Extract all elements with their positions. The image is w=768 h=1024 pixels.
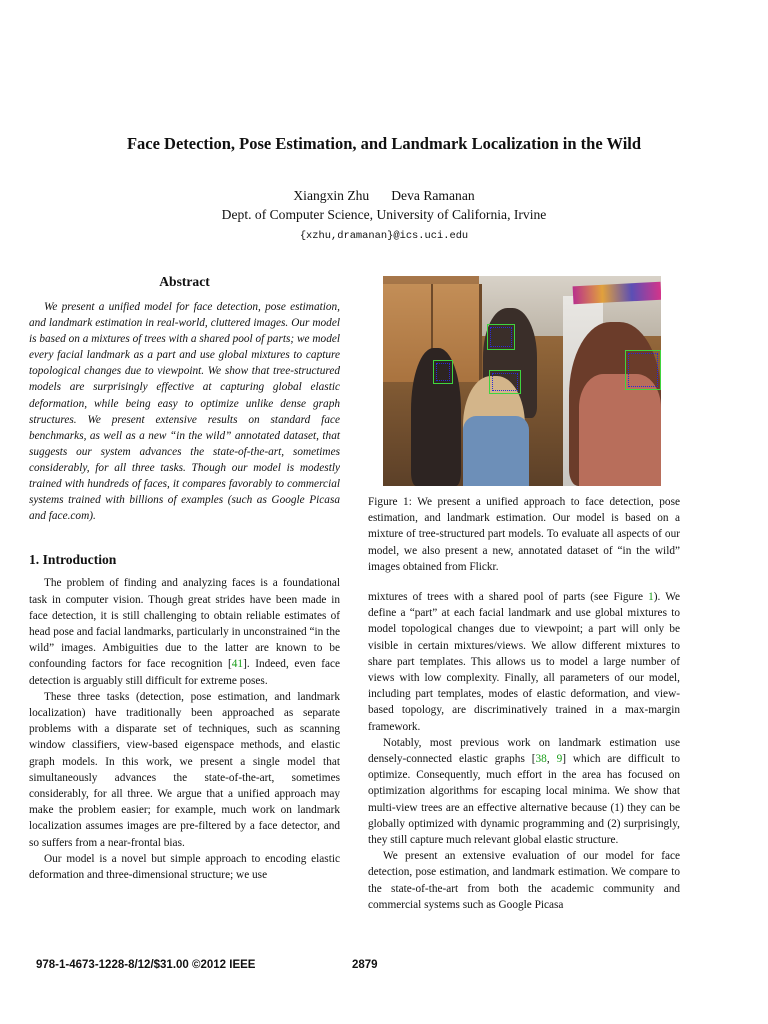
author-email[interactable]: {xzhu,dramanan}@ics.uci.edu xyxy=(299,230,469,242)
footer-page-number: 2879 xyxy=(352,959,378,971)
citation-link[interactable]: 41 xyxy=(231,658,244,671)
abstract-heading: Abstract xyxy=(159,274,210,289)
photo-person-shirt xyxy=(463,416,529,486)
text-span: ] which are difficult to optimize. Consequently, much effort in the area has focused on optimization algorithms for escaping local minima. We show that multi-view trees are an effective alternative because (1) they can be globally optimized with dynamic programming and (2) surprisingly, they still capture much relevant global elastic structure. xyxy=(368,753,680,847)
citation-link[interactable]: 38 xyxy=(535,753,547,766)
intro-paragraph-2: These three tasks (detection, pose estimation, and landmark localization) have traditionally been approached as separate problems with a disparate set of techniques, such as scanning window classifiers, view-based eigenspace methods, and elastic graph models. In this work, we present a single model that simultaneously advances the state-of-the-art, sometimes considerably, for all three. We argue that a unified approach may make the problem easier; for example, much work on landmark localization assumes images are pre-filtered by a face detector, and so suffers from a near-frontal bias. xyxy=(29,690,340,849)
text-span: ). We define a “part” at each facial landmark and use global mixtures to model topological changes due to viewpoint; a part will only be visible in certain mixtures/views. We allow different mixtures to share part templates. This allows us to model a large number of views with low complexity. Finally, all parameters of our model, including part templates, modes of elastic deformation, and view-based topology, are discriminatively trained in a max-margin framework. xyxy=(368,591,680,733)
figure-ref-link[interactable]: 1 xyxy=(648,591,654,604)
affiliation: Dept. of Computer Science, University of California, Irvine xyxy=(221,207,547,222)
introduction-heading: 1. Introduction xyxy=(29,552,117,568)
face-detection-box xyxy=(433,360,453,384)
author-name-2: Deva Ramanan xyxy=(391,188,475,203)
figure-1-caption: Figure 1: We present a unified approach to face detection, pose estimation, and landmark estimation. Our model is based on a mixture of tree-structured part models. To evaluate all aspects of our model, we also present a new, annotated dataset of “in the wild” images obtained from Flickr. xyxy=(368,496,680,573)
face-detection-box xyxy=(487,324,515,350)
right-column xyxy=(368,272,680,913)
abstract-text: We present a unified model for face detection, pose estimation, and landmark estimation in real-world, cluttered images. Our model is based on a mixtures of trees with a shared pool of parts; we model every facial landmark as a part and use global mixtures to capture topological changes due to viewpoint. We show that tree-structured models are surprisingly effective at capturing global elastic deformation, while being easy to optimize unlike dense graph structures. We present extensive results on standard face benchmarks, as well as a new “in the wild” annotated dataset, that suggests our system advances the state-of-the-art, sometimes considerably, for all three tasks. Though our model is modestly trained with hundreds of faces, it compares favorably to commercial systems trained with billions of examples (such as Google Picasa and face.com). xyxy=(29,301,340,523)
right-paragraph-1 xyxy=(368,589,680,735)
footer-isbn: 978-1-4673-1228-8/12/$31.00 ©2012 IEEE xyxy=(36,959,256,971)
text-span: The problem of finding and analyzing faces is a foundational task in computer vision. Though great strides have been made in face detection, it is still challenging to obtain reliable estimates of head pose and facial landmarks, particularly in unconstrained “in the wild” images. Ambiguities due to the latter are known to be confounding factors for face recognition [ xyxy=(29,577,340,671)
face-detection-box xyxy=(625,350,661,390)
author-names xyxy=(0,186,768,205)
author-name-1: Xiangxin Zhu xyxy=(293,188,370,203)
text-span: ]. Indeed, even face detection is arguably still difficult for extreme poses. xyxy=(29,658,340,687)
photo-person-shirt xyxy=(579,374,661,486)
text-span: Notably, most previous work on landmark estimation use densely-connected elastic graphs [ xyxy=(368,736,680,766)
text-span: mixtures of trees with a shared pool of parts (see Figure xyxy=(368,591,649,604)
right-paragraph-3: We present an extensive evaluation of our model for face detection, pose estimation, and landmark estimation. We compare to the state-of-the-art from both the academic community and commercial systems such as Google Picasa xyxy=(368,850,680,911)
figure-1-photo xyxy=(383,276,661,486)
right-body-text xyxy=(368,589,680,913)
intro-paragraph-3: Our model is a novel but simple approach to encoding elastic deformation and three-dimensional structure; we use xyxy=(29,852,340,881)
citation-link[interactable]: 9 xyxy=(556,753,563,766)
face-detection-box xyxy=(489,370,521,394)
paper-title: Face Detection, Pose Estimation, and Landmark Localization in the Wild xyxy=(126,134,642,153)
right-paragraph-2 xyxy=(368,735,680,848)
left-column xyxy=(29,272,340,883)
intro-paragraph-1 xyxy=(29,575,340,688)
text-span: , xyxy=(546,753,557,766)
author-block xyxy=(0,186,768,246)
